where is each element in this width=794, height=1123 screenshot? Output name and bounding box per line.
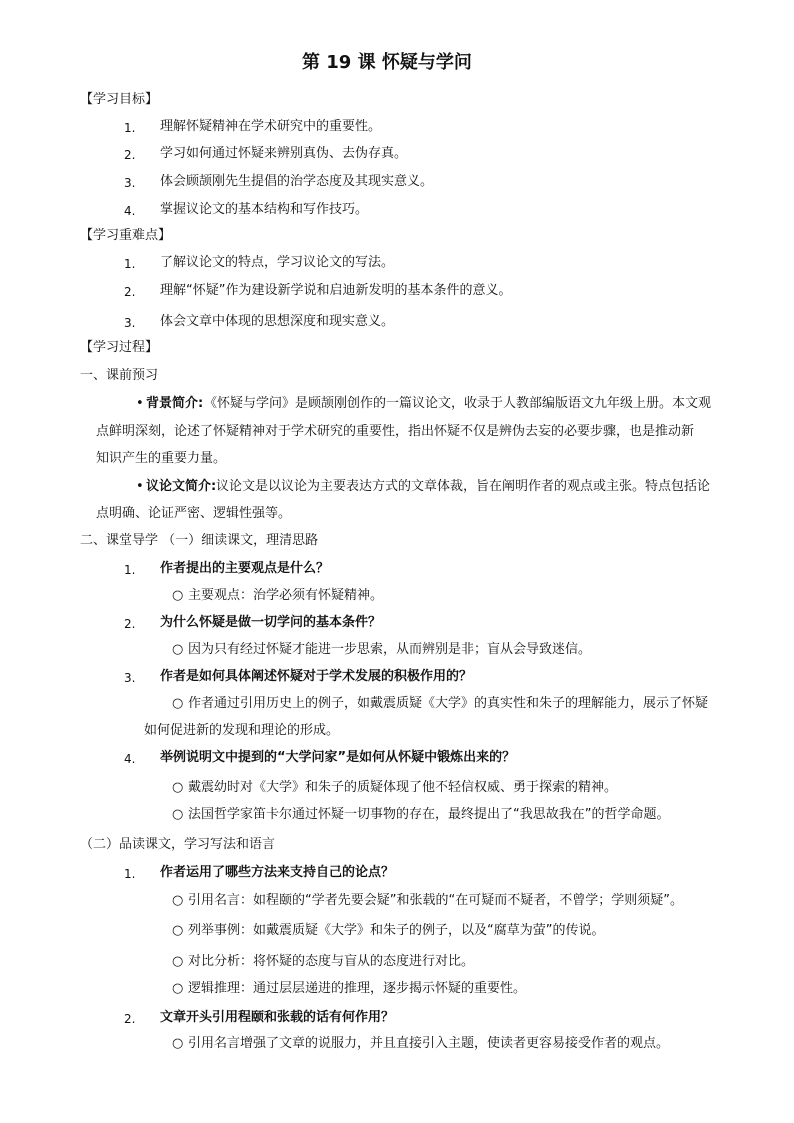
list-item: 体会文章中体现的思想深度和现实意义。 [160,314,395,329]
part-heading-guide: 二、课堂导学 （一）细读课文，理清思路 [80,533,319,548]
circle-bullet: ○ [172,642,184,657]
list-item: 理解“怀疑”作为建设新学说和启迪新发明的基本条件的意义。 [160,283,512,298]
answer-text: 引用名言增强了文章的说服力，并且直接引入主题，使读者更容易接受作者的观点。 [188,1036,670,1051]
answer-text: 作者通过引用历史上的例子，如戴震质疑《大学》的真实性和朱子的理解能力，展示了怀疑 [188,696,709,711]
circle-bullet: ○ [172,780,184,795]
list-number: 3. [124,176,136,190]
circle-bullet: ○ [172,1036,184,1051]
part-heading-reading: （二）品读课文，学习写法和语言 [80,837,276,852]
question-text: 为什么怀疑是做一切学问的基本条件？ [160,615,382,630]
list-number: 4. [124,204,136,218]
question-number: 2. [124,1012,136,1026]
list-item: 学习如何通过怀疑来辨别真伪、去伪存真。 [160,146,408,161]
answer-text: 如何促进新的发现和理论的形成。 [144,723,340,738]
answer-text: 对比分析：将怀疑的态度与盲从的态度进行对比。 [188,954,475,969]
paragraph-line: 点明确、论证严密、逻辑性强等。 [96,506,292,521]
circle-bullet: ○ [172,588,184,603]
page-title: 第 19 课 怀疑与学问 [302,52,472,73]
list-item: 理解怀疑精神在学术研究中的重要性。 [160,119,382,134]
question-number: 4. [124,752,136,766]
answer-text: 引用名言：如程颐的“学者先要会疑”和张载的“在可疑而不疑者，不曾学；学则须疑”。 [188,893,683,908]
answer-text: 因为只有经过怀疑才能进一步思索，从而辨别是非；盲从会导致迷信。 [188,642,592,657]
list-number: 1. [124,257,136,271]
list-item: 掌握议论文的基本结构和写作技巧。 [160,202,369,217]
paragraph-line: 知识产生的重要力量。 [96,451,227,466]
paragraph-line: 点鲜明深刻，论述了怀疑精神对于学术研究的重要性，指出怀疑不仅是辨伪去妄的必要步骤，也是推动新 [96,424,695,439]
answer-text: 法国哲学家笛卡尔通过怀疑一切事物的存在，最终提出了“我思故我在”的哲学命题。 [188,807,670,822]
question-number: 3. [124,671,136,685]
question-number: 1. [124,867,136,881]
answer-text: 列举事例：如戴震质疑《大学》和朱子的例子，以及“腐草为萤”的传说。 [188,923,605,938]
circle-bullet: ○ [172,807,184,822]
question-number: 2. [124,617,136,631]
question-number: 1. [124,563,136,577]
circle-bullet: ○ [172,981,184,996]
list-number: 2. [124,148,136,162]
list-item: 体会顾颉刚先生提倡的治学态度及其现实意义。 [160,174,434,189]
bullet-dot: • [136,396,144,411]
list-item: 了解议论文的特点，学习议论文的写法。 [160,255,395,270]
circle-bullet: ○ [172,923,184,938]
paragraph-line: 《怀疑与学问》是顾颉刚创作的一篇议论文，收录于人教部编版语文九年级上册。本文观 [204,396,712,411]
paragraph-line: 议论文是以议论为主要表达方式的文章体裁，旨在阐明作者的观点或主张。特点包括论 [216,479,711,494]
question-text: 举例说明文中提到的“大学问家”是如何从怀疑中锻炼出来的？ [160,750,516,765]
list-number: 2. [124,285,136,299]
question-text: 作者运用了哪些方法来支持自己的论点？ [160,865,395,880]
question-text: 文章开头引用程颐和张载的话有何作用？ [160,1010,395,1025]
answer-text: 逻辑推理：通过层层递进的推理，逐步揭示怀疑的重要性。 [188,981,527,996]
section-heading-process: 【学习过程】 [80,340,159,355]
essay-label: 议论文简介: [146,479,217,494]
part-heading-preview: 一、课前预习 [80,368,159,383]
answer-text: 主要观点：治学必须有怀疑精神。 [188,588,384,603]
circle-bullet: ○ [172,954,184,969]
section-heading-goals: 【学习目标】 [80,92,159,107]
list-number: 3. [124,316,136,330]
background-label: 背景简介: [146,396,204,411]
answer-text: 戴震幼时对《大学》和朱子的质疑体现了他不轻信权威、勇于探索的精神。 [188,780,618,795]
circle-bullet: ○ [172,893,184,908]
question-text: 作者提出的主要观点是什么？ [160,561,330,576]
bullet-dot: • [136,479,144,494]
list-number: 1. [124,121,136,135]
question-text: 作者是如何具体阐述怀疑对于学术发展的积极作用的？ [160,669,473,684]
section-heading-keypoints: 【学习重难点】 [80,228,172,243]
circle-bullet: ○ [172,696,184,711]
